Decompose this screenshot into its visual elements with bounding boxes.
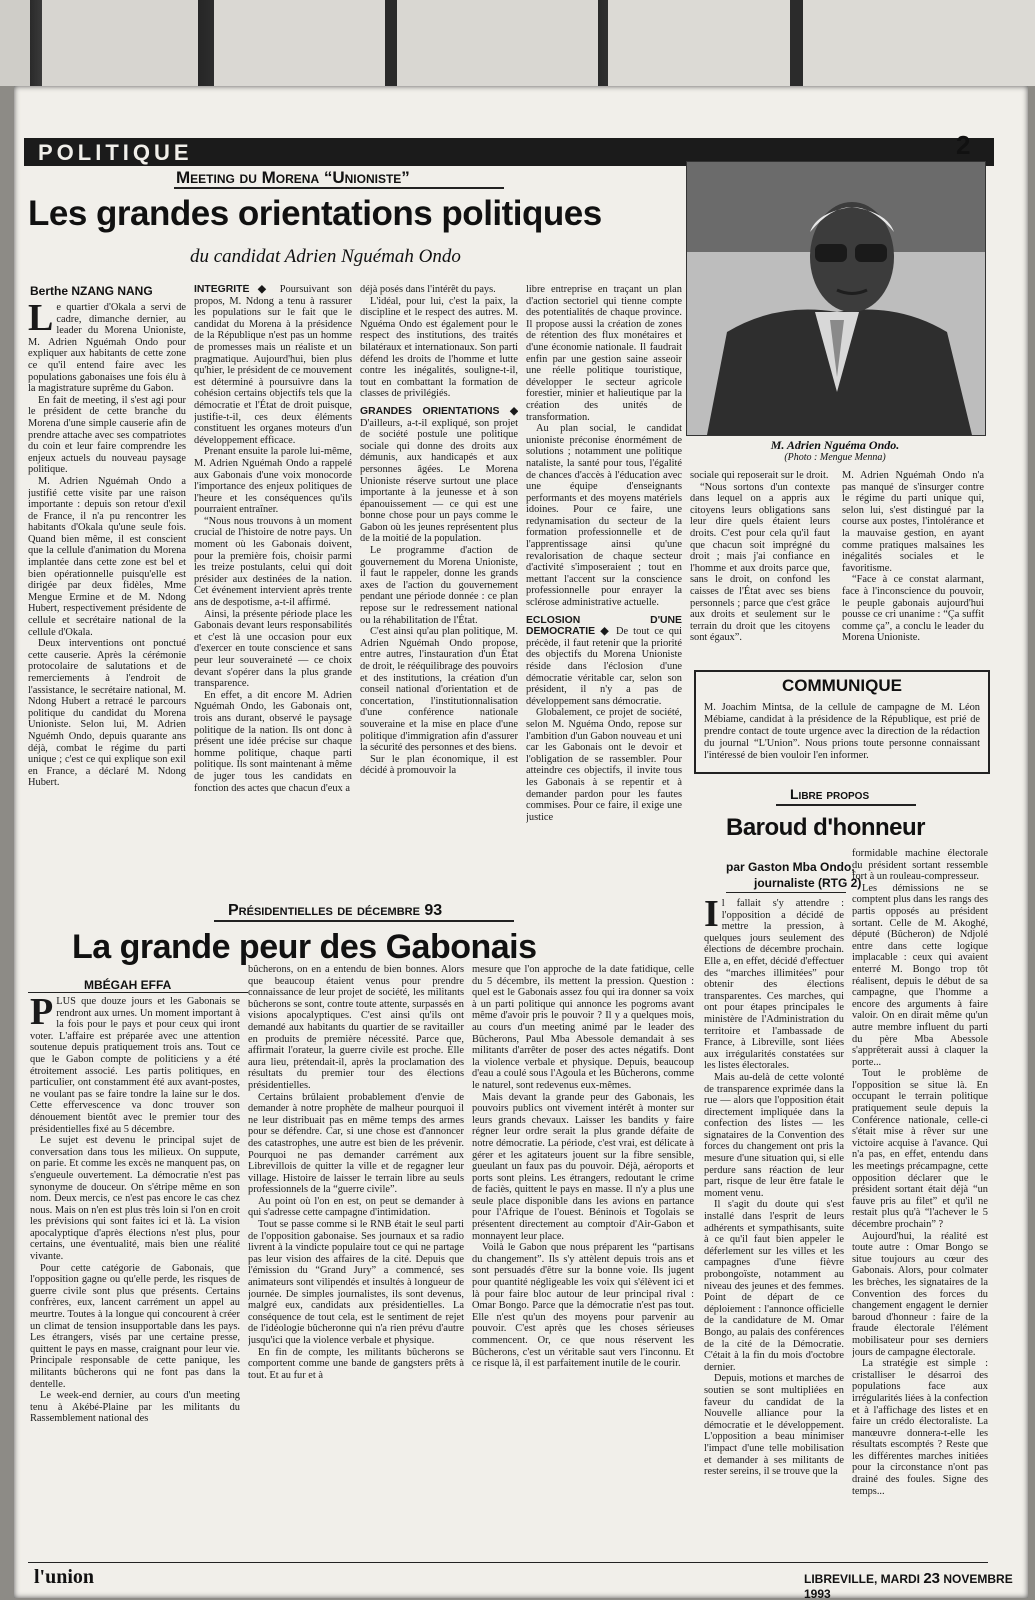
byline-rule bbox=[726, 892, 846, 893]
article1-kicker: Meeting du Morena “Unioniste” bbox=[176, 168, 410, 187]
paragraph: Mais devant la grande peur des Gabonais, les pouvoirs publics ont vivement intérêt à monter sur leurs grands chevaux. Laisser les bandits y faire régner leur ordre serait la plus grande défaite de notre démocratie. La période, c'est vrai, est délicate à gérer et les agitateurs jouent sur la fibre sensible, gueulant un faux pas du pouvoir. Déjà, aéroports et ports sont pleins. Les étrangers, redoutant le crime de faciès, quittent le pays en masse. Il n'y a plus une seule place disponible dans les avions en partance pour l'Afrique de l'ouest. Béninois et Togolais se présentent directement au comptoir d'Air-Gabon et monnayent leur place. bbox=[472, 1091, 694, 1242]
paragraph: M. Adrien Nguémah Ondo n'a pas manqué de s'insurger contre le régime du parti unique qui, selon lui, s'est distingué par la course aux postes, l'intolérance et la mauvaise gestion, en ayant comme pratiques malsaines les inégalités sociales et le favoritisme. bbox=[842, 470, 984, 574]
paragraph: Deux interventions ont ponctué cette causerie. Après la cérémonie protocolaire de salutations et de remerciements à l'endroit de l'assistance, le secrétaire national, M. Ndong Hubert a retracé le parcours politique du candidat du Morena Unioniste. Selon lui, M. Adrien Nguémh Ondo, depuis quarante ans déjà, combat le régime du parti unique ; c'est ce qui explique son exil en France, a déclaré M. Ndong Hubert. bbox=[28, 638, 186, 789]
article1-column-5 bbox=[690, 470, 830, 656]
paragraph: Il s'agit du doute qui s'est installé dans l'esprit de leurs adhérents et sympathisants, suite à ce qu'il faut bien appeler le déferlement sur les villes et les campagnes d'une fièvre probongoïste, notamment au niveau des jeunes et des femmes. Point de départ de ce déploiement : l'annonce officielle de la candidature de M. Omar Bongo, au palais des conférences de la cité de la Démocratie. C'était à la fin du mois d'octobre dernier. bbox=[704, 1199, 844, 1373]
paragraph: Poursuivant son propos, M. Ndong a tenu à rassurer les populations sur le fait que le candidat du Morena à la présidence de la République n'est pas un homme de promesses mais un réaliste et un pragmatique. Aujourd'hui, bien plus qu'hier, le président de ce mouvement est déterminé à poursuivre dans la cohésion certains objectifs tels que la démocratie et l'État de droit puisque, justifie-t-il, ces deux éléments constituent les organes moteurs d'un développement efficace. bbox=[194, 284, 352, 446]
article2-byline: MBÉGAH EFFA bbox=[84, 978, 172, 992]
article3-headline: Baroud d'honneur bbox=[726, 814, 926, 841]
article2-column-2 bbox=[248, 964, 464, 1562]
newspaper-logo: l'union bbox=[34, 1566, 95, 1588]
subheading: GRANDES ORIENTATIONS ◆ bbox=[360, 405, 518, 417]
paragraph: Aujourd'hui, la réalité est toute autre : Omar Bongo se situe toujours au cœur des Gabonais. Alors, pour colmater les brèches, les signataires de la Convention des forces du changement engagent le dernier baroud d'honneur : faire de la fraude électorale l'élément mobilisateur pour ses derniers jours de campagne électorale. bbox=[852, 1230, 988, 1358]
paragraph: Tout le problème de l'opposition se situe là. En occupant le terrain politique pratiquement seule depuis la Conférence nationale, celle-ci s'était mise à rêver sur une victoire acquise à l'avance. Qui n'a pas, en effet, entendu dans les meetings précampagne, cette opposition déclarer que le président sortant était déjà “un fauve pris au filet” et qu'il ne restait plus qu'à “l'achever le 5 décembre prochain” ? bbox=[852, 1068, 988, 1230]
paragraph: LUS que douze jours et les Gabonais se rendront aux urnes. Un moment important à la fois pour le pays et pour ceux qui iront voter. L'affaire est préparée avec une attention soutenue depuis pratiquement trois ans. Tout ce que le Gabon compte de politiciens y a été étroitement associé. Les partis politiques, en particulier, ont constamment été aux avant-postes, ne voulant pas se faire tondre la laine sur le dos. Cette effervescence va donc trouver son dénouement bientôt avec le premier tour des présidentielles fixé au 5 décembre. bbox=[30, 996, 240, 1135]
paragraph: C'est ainsi qu'au plan politique, M. Adrien Nguémah Ondo propose, entre autres, l'instauration d'un État de droit, le rééquilibrage des pouvoirs et des institutions, la création d'un conseil national d'orientation et de concertation, l'institutionnalisation d'une conférence nationale souveraine et la mise en place d'une politique d'immigration afin d'assurer la sécurité des personnes et des biens. bbox=[360, 626, 518, 754]
paragraph: Voilà le Gabon que nous préparent les “partisans du changement”. Ils s'y attèlent depuis trois ans et sont persuadés d'être sur la bonne voie. Ils jugent pour quantité négligeable les voix qui s'élèvent ici et là pour faire bloc autour de leur principal rival : Omar Bongo. Parce que la démocratie n'est pas tout. Elle n'est qu'un des moyens pour parvenir au pouvoir. C'est après que les choses sérieuses commencent. Or, ce que nous réservent les Bûcherons, c'est un véritable saut vers l'inconnu. Et ce risque là, il est parfaitement inutile de le courir. bbox=[472, 1242, 694, 1370]
date-suffix: NOVEMBRE 1993 bbox=[804, 1572, 1013, 1598]
byline-rule bbox=[28, 992, 248, 993]
paragraph: En fin de compte, les militants bûcherons se comportent comme une bande de gangsters prêts à tout. Et au fur et à bbox=[248, 1346, 464, 1381]
paragraph: e quartier d'Okala a servi de cadre, dimanche dernier, au leader du Morena Unioniste, M. Adrien Nguémah Ondo pour expliquer aux habitants de cette zone ce qu'il entend faire avec les populations gabonaises une fois élu à la magistrature suprême du Gabon. bbox=[28, 302, 186, 395]
article1-column-4 bbox=[526, 284, 682, 948]
kicker-rule bbox=[776, 804, 916, 806]
paragraph: L'idéal, pour lui, c'est la paix, la discipline et le respect des autres. M. Nguéma Ondo est également pour le respect des institutions, des traités bilatéraux et internationaux. Son parti défend les droits de l'homme et lutte contre les inégalités, souligne-t-il, tout en combattant la formation de classes de privilégiés. bbox=[360, 295, 518, 400]
paragraph: M. Adrien Nguémah Ondo a justifié cette visite par une raison importante : depuis son retour d'exil de France, il n'a pu rencontrer les habitants d'Okala qu'une seule fois. Quand bien même, il est conscient que la cellule d'animation du Morena implantée dans cette zone est bel et bien opérationnelle puisqu'elle est dirigée par deux fidèles, Mme Mengue Ermine et de M. Ndong Hubert, respectivement présidente de cellule et secrétaire national de la cellule d'Okala. bbox=[28, 475, 186, 638]
paragraph: Le programme d'action de gouvernement du Morena Unioniste, il faut le rappeler, donne les grands axes de l'action du gouvernement pendant une période donnée : ce plan repose sur le redressement national ou la réhabilitation de l'État. bbox=[360, 545, 518, 626]
paragraph: Ainsi, la présente période place les Gabonais devant leurs responsabilités et c'est là une occasion pour eux d'exercer en toute conscience et sans peur leur souveraineté — ce choix devant s'opérer dans la plus grande transparence. bbox=[194, 608, 352, 690]
communique-box bbox=[694, 670, 990, 774]
communique-title: COMMUNIQUE bbox=[782, 676, 902, 695]
date-prefix: LIBREVILLE, MARDI bbox=[804, 1572, 924, 1586]
paragraph: Tout se passe comme si le RNB était le seul parti de l'opposition gabonaise. Ses journaux et sa radio livrent à la vindicte populaire tout ce qui ne partage pas leur vision des affaires de la cité. Depuis que l'émission du “Grand Jury” a commencé, ses animateurs sont vilipendés et insultés à longueur de journée. De simples journalistes, ils sont devenus, malgré eux, candidats aux présidentielles. La conséquence de tout cela, est le sentiment de rejet de l'idéologie bûcheronne qui n'a rien prévu d'autre jusqu'ici que la violence verbale et physique. bbox=[248, 1219, 464, 1346]
article2-headline: La grande peur des Gabonais bbox=[72, 928, 537, 966]
paragraph: Le sujet est devenu le principal sujet de conversation dans tous les milieux. On suppute, on parie. Et comme les excès ne manquent pas, on s'engueule ouvertement. La démocratie n'est pas synonyme de douceur. On s'étripe même en son nom. Deux mercis, ce n'est pas encore le cas chez nous. Mais on n'en est plus très loin si l'on en croit les prévisions qui sont faites ici et là. La vision apocalyptique d'après élections n'est plus, pour certains, une éventualité, mais bien une réalité vivante. bbox=[30, 1135, 240, 1263]
paragraph: D'ailleurs, a-t-il expliqué, son projet de société postule une politique sociale qui donne des droits aux démunis, aux handicapés et aux personnes âgées. Le Morena Unioniste réserve surtout une place importante à la jeunesse et à son épanouissement — ce qui est une bonne chose pour un pays comme le Gabon où les jeunes représentent plus de la moitié de la population. bbox=[360, 417, 518, 545]
paragraph: Au point où l'on en est, on peut se demander à qui s'adresse cette campagne d'intimidation. bbox=[248, 1195, 464, 1219]
page-number: 2 bbox=[956, 130, 971, 160]
paragraph: “Face à ce constat alarmant, face à l'inconscience du pouvoir, le peuple gabonais aujourd'hui pousse ce cri unanime : “Ça suffit comme ça”, a conclu le leader du Morena Unioniste. bbox=[842, 574, 984, 644]
portrait-illustration bbox=[687, 162, 985, 435]
paragraph: déjà posés dans l'intérêt du pays. bbox=[360, 284, 496, 295]
footer-rule bbox=[28, 1562, 988, 1563]
article2-column-3 bbox=[472, 964, 694, 1562]
article1-byline: Berthe NZANG NANG bbox=[30, 284, 153, 298]
article1-headline: Les grandes orientations politiques bbox=[28, 194, 602, 233]
paragraph: Au plan social, le candidat unioniste préconise énormément de solutions ; notamment une politique nataliste, la santé pour tous, l'égalité de chances d'accès à l'éducation avec une équipe d'enseignants performants et des moyens matériels idoines. Pour ce faire, une redynamisation du secteur de la formation professionnelle et de l'apprentissage ainsi qu'une revalorisation de chaque secteur d'activité s'imposeraient ; tout en mettant l'accent sur la conscience professionnelle pour enrayer la sclérose administrative actuelle. bbox=[526, 423, 682, 609]
article1-column-3 bbox=[360, 284, 518, 948]
subheading: INTEGRITÉ ◆ bbox=[194, 284, 272, 295]
paragraph: “Nous sortons d'un contexte dans lequel on a appris aux citoyens leurs obligations sans leur dire quels étaient leurs droits. C'est pour cela qu'il faut que chacun soit imprégné du droit ; mais j'ai confiance en l'homme et aux droits parce que, sans le droit, on confond les caisses de l'État avec ses biens personnels ; parce que c'est grâce aux droits et seulement sur le terrain du droit que les citoyens sont égaux”. bbox=[690, 481, 830, 644]
paragraph: Le week-end dernier, au cours d'un meeting tenu à Akébé-Plaine par les militants du Rassemblement national des bbox=[30, 1390, 240, 1425]
kicker-rule bbox=[174, 187, 504, 189]
paragraph: De tout ce qui précède, il faut retenir que la priorité des objectifs du Morena Unioniste réside dans l'éclosion d'une démocratie véritable car, selon son président, il n'y a pas de développement sans démocratie. bbox=[526, 626, 682, 707]
issue-date bbox=[804, 1570, 1028, 1598]
dropcap: L bbox=[28, 302, 54, 339]
paragraph: Prenant ensuite la parole lui-même, M. Adrien Nguémah Ondo a rappelé aux Gabonais d'une voix monocorde l'importance des enjeux politiques de l'heure et les conséquences qu'ils pourraient entraîner. bbox=[194, 446, 352, 516]
article3-column-2 bbox=[852, 848, 988, 1560]
paragraph: Depuis, motions et marches de soutien se sont multipliées en faveur du candidat de la Nouvelle alliance pour la démocratie et le développement. L'opposition a beau minimiser l'impact d'une telle mobilisation et demander à ses militants de rester sereins, il se trouve que la bbox=[704, 1373, 844, 1478]
paragraph: Les démissions ne se comptent plus dans les rangs des partis opposés au président sortant. Celle de M. Akoghé, député (Bûcheron) de Ndjolé entre dans cette logique implacable : ceux qui avaient enterré M. Bongo trop tôt réalisent, depuis le début de sa campagne, que l'homme a encore des arguments à faire valoir. On en dirait même qu'un autre membre influent du parti du père Mba Abessole s'apprêterait aussi à claquer la porte... bbox=[852, 882, 988, 1068]
article1-column-6 bbox=[842, 470, 984, 656]
article1-deck: du candidat Adrien Nguémah Ondo bbox=[190, 246, 461, 267]
article2-column-1 bbox=[30, 996, 240, 1562]
newspaper-page bbox=[14, 86, 1028, 1598]
article3-byline: par Gaston Mba Ondo, bbox=[726, 860, 855, 874]
photo-credit: (Photo : Mengue Menna) bbox=[784, 452, 886, 463]
article3-kicker: Libre propos bbox=[790, 786, 870, 802]
kicker-rule bbox=[214, 920, 514, 922]
section-title: POLITIQUE bbox=[38, 140, 193, 165]
subheading: ECLOSION D'UNE DEMOCRATIE ◆ bbox=[526, 614, 682, 638]
article3-byline-role: journaliste (RTG 2) bbox=[754, 876, 862, 890]
paragraph: libre entreprise en traçant un plan d'action sectoriel qui tienne compte des potentialités de chaque province. Il propose aussi la création de zones de rétention des flux monétaires et d'une économie nationale. Il faudrait enfin par une gestion saine asseoir une réelle politique touristique, développer le secteur agricole forestier, minier et halieutique par la création des unités de transformation. bbox=[526, 284, 682, 423]
paragraph: “Nous nous trouvons à un moment crucial de l'histoire de notre pays. Un moment où les Gabonais doivent, pour la première fois, choisir parmi les treize postulants, celui qui doit présider aux destinées de la nation. Cet événement intervient après trente ans de despotisme, a-t-il affirmé. bbox=[194, 515, 352, 609]
background-strip bbox=[0, 0, 1035, 86]
paragraph: La stratégie est simple : cristalliser le désarroi des populations face aux irrégularités liées à la confection et à l'affichage des listes et en faire un crédo électoraliste. La manœuvre donnera-t-elle les résultats escomptés ? Reste que les différentes marches initiées pour la circonstance n'ont pas drainé des foules. Signe des temps... bbox=[852, 1358, 988, 1497]
paragraph: En effet, a dit encore M. Adrien Nguémah Ondo, les Gabonais ont, trois ans durant, observé le paysage politique de la nation. Ils ont donc à présent une idée précise sur chaque homme politique, chaque parti politique. Ils sont maintenant à même de juger tous les candidats en fonction des actes que chacun d'eux a bbox=[194, 689, 352, 794]
dropcap: I bbox=[704, 898, 719, 935]
portrait-photo bbox=[686, 161, 986, 436]
paragraph: Mais au-delà de cette volonté de transparence exprimée dans la rue — alors que l'opposition était directement impliquée dans la confection des listes — les signataires de la Convention des forces du changement ont pris la mesure d'une situation qui, si elle perdure sans réaction de leur part, risque de leur être fatale le moment venu. bbox=[704, 1071, 844, 1199]
article2-kicker: Présidentielles de décembre 93 bbox=[228, 902, 443, 919]
dropcap: P bbox=[30, 996, 54, 1033]
paragraph: mesure que l'on approche de la date fatidique, celle du 5 décembre, ils mettent la pression. Question : quel est le Gabonais assez fou qui ira donner sa voix à un parti politique qui annonce les pogroms avant même d'avoir pris le pouvoir ? Il y a quelques mois, au cours d'un meeting animé par le leader des Bûcherons, Paul Mba Abessole demandait à ses militants d'arrêter de poser des actes négatifs. Dont la violence verbale et physique. Depuis, beaucoup d'eau a coulé sous l'Agoula et les Bûcherons, comme le naturel, sont redevenus eux-mêmes. bbox=[472, 964, 694, 1091]
date-day: 23 bbox=[923, 1570, 941, 1587]
paragraph: Certains brûlaient probablement d'envie de demander à notre prophète de malheur pourquoi il ne leur distribuait pas en même temps des armes pour se défendre. Car, si une chose est d'annoncer des catastrophes, une autre est bien de les prévenir. Pourquoi ne pas demander carrément aux Librevillois de quitter la ville et de regagner leur village. Histoire de laisser le terrain libre au seuls professionnels de la “guerre civile”. bbox=[248, 1091, 464, 1196]
photo-caption: M. Adrien Nguéma Ondo. bbox=[770, 438, 900, 452]
article1-column-1 bbox=[28, 302, 186, 948]
article1-column-2 bbox=[194, 284, 352, 948]
paragraph: bûcherons, on en a entendu de bien bonnes. Alors que beaucoup étaient venus pour prendre connaissance de leur projet de société, les militants bûcherons se sont, contre toute attente, surpassés en visions apocalyptiques. C'est ainsi qu'ils ont demandé aux habitants du quartier de se ravitailler en produits de première nécessité. Parce que, affirmait l'orateur, la guerre civile est proche. Elle aura lieu, prétendait-il, après la proclamation des résultats du premier tour des élections présidentielles. bbox=[248, 964, 464, 1091]
article3-column-1 bbox=[704, 898, 844, 1560]
paragraph: En fait de meeting, il s'est agi pour le président de cette branche du Morena d'une simple causerie afin de prendre attache avec ses compatriotes du coin et leur faire comprendre les enjeux actuels du nouveau paysage politique. bbox=[28, 394, 186, 476]
paragraph: Sur le plan économique, il est décidé à promouvoir la bbox=[360, 753, 518, 777]
paragraph: sociale qui reposerait sur le droit. bbox=[690, 470, 829, 481]
paragraph: formidable machine électorale du président sortant ressemble fort à un rouleau-compresseur. bbox=[852, 848, 988, 883]
paragraph: Pour cette catégorie de Gabonais, que l'opposition gagne ou qu'elle perde, les risques de guerre civile sont plus que présents. Certains confrères, eux, lancent carrément un appel au meurtre. Toutes à la longue qui concourent à créer un climat de tension insupportable dans les pays. Les étrangers, visés par une certaine presse, quittent le pays en masse, craignant pour leur vie. Principale responsable de cette panique, les militants bûcherons qui ne font pas dans la dentelle. bbox=[30, 1262, 240, 1390]
paragraph: Globalement, ce projet de société, selon M. Nguéma Ondo, repose sur l'ambition d'un Gabon nouveau et uni car les Gabonais ont le devoir et l'obligation de se rassembler. Pour atteindre ces objectifs, il invite tous les Gabonais à se repentir et à demander pardon pour les fautes commises. Pour ce faire, il exige une justice bbox=[526, 707, 682, 823]
paragraph: l fallait s'y attendre : l'opposition a décidé de mettre la pression, à quelques jours seulement des élections de décembre prochain. Elle a, en effet, décidé d'effectuer des “marches illimitées” pour obtenir des élections transparentes. Ces marches, qui ont pour étapes principales le ministère de l'Administration du territoire et l'ambassade de France, à Libreville, sont liées aux irrégularités constatées sur les listes électorales. bbox=[704, 898, 844, 1072]
communique-text: M. Joachim Mintsa, de la cellule de campagne de M. Léon Mébiame, candidat à la présidence de la République, est prié de prendre contact de toute urgence avec la direction de la rédaction du journal “L'Union”. Nous prions toute personne connaissant l'intéressé de bien vouloir l'en informer. bbox=[704, 702, 980, 761]
